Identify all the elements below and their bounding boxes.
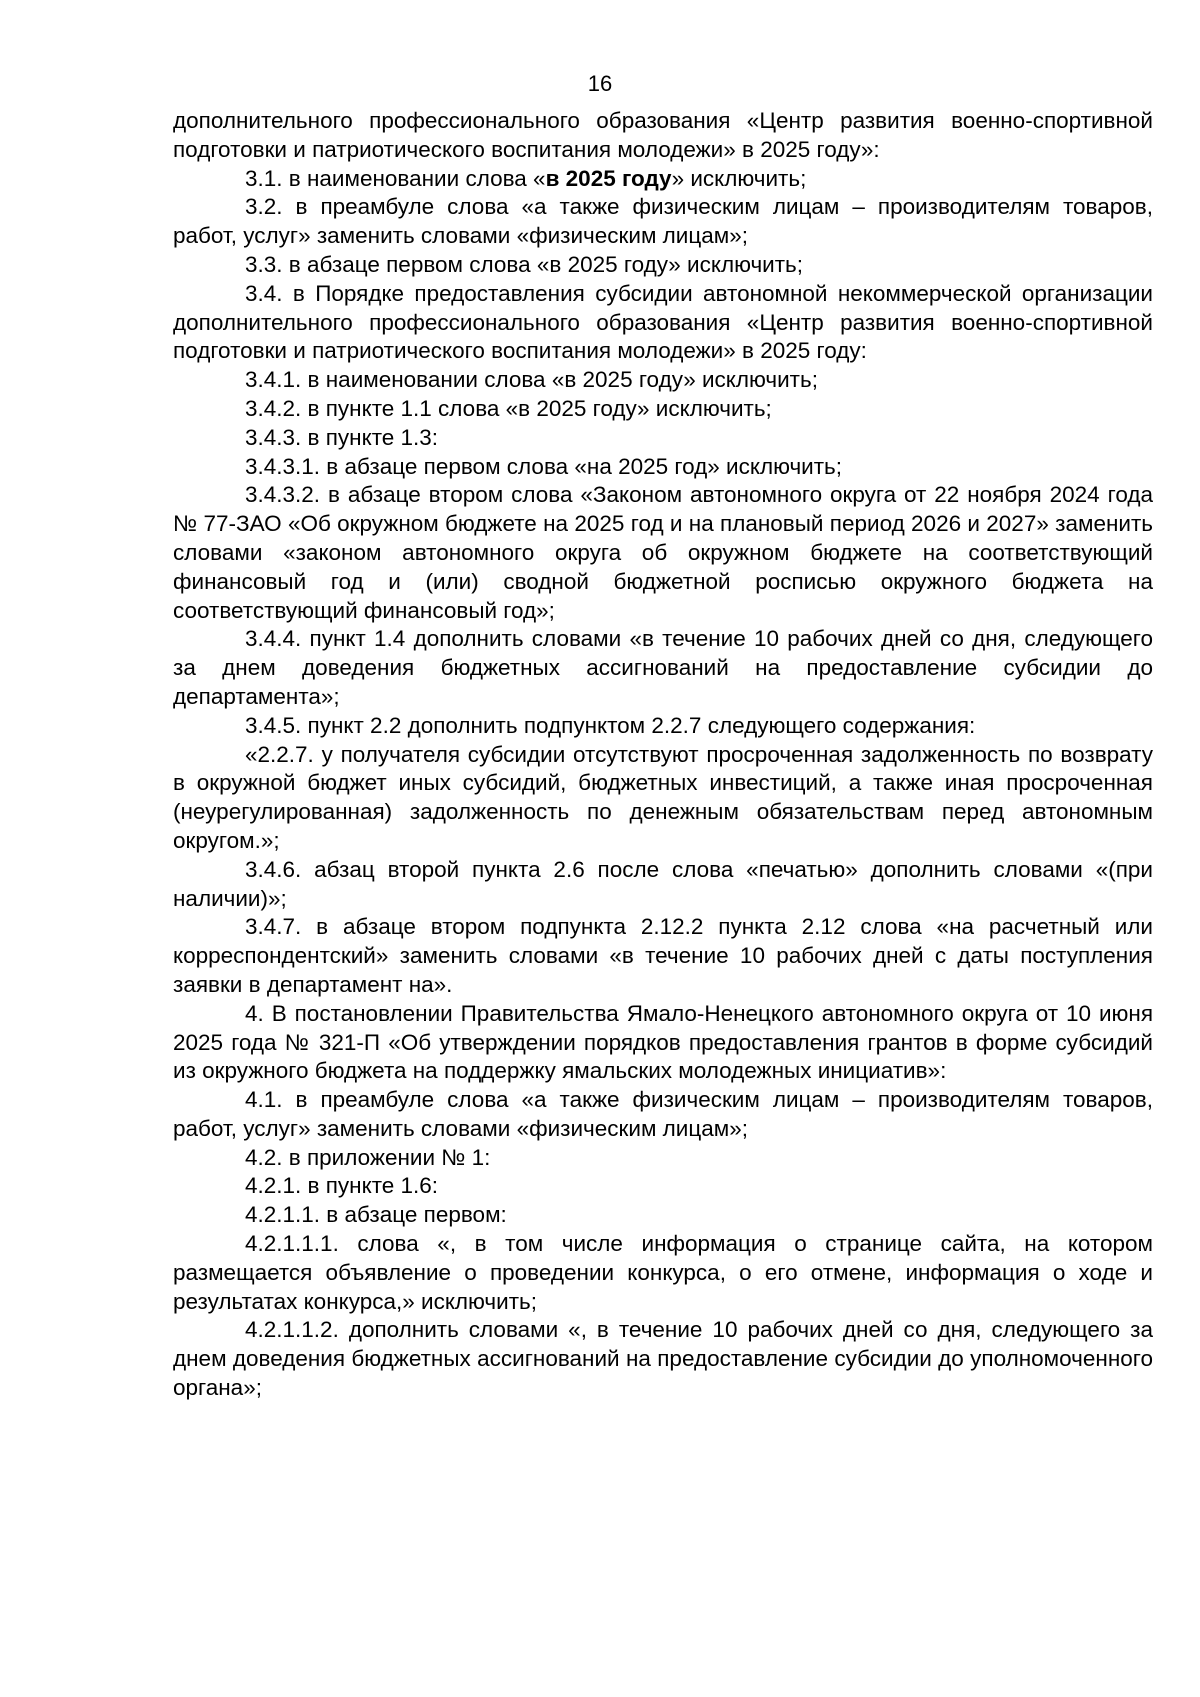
paragraph: дополнительного профессионального образования «Центр развития военно-спортивной подготовки и патриотического воспитания молодежи» в 2025 году»: xyxy=(173,108,1153,162)
paragraph-3-1-text-before: 3.1. в наименовании слова « xyxy=(245,165,546,191)
paragraph: 3.4.3.1. в абзаце первом слова «на 2025 год» исключить; xyxy=(245,453,843,479)
paragraph: 3.4.3. в пункте 1.3: xyxy=(245,424,439,450)
paragraph: 3.3. в абзаце первом слова «в 2025 году» исключить; xyxy=(245,251,804,277)
paragraph: 3.2. в преамбуле слова «а также физическим лицам – производителям товаров, работ, услуг» заменить словами «физическим лицам»; xyxy=(173,194,1153,249)
paragraph: 3.4.5. пункт 2.2 дополнить подпунктом 2.2.7 следующего содержания: xyxy=(245,712,976,738)
paragraph: 3.4.1. в наименовании слова «в 2025 году» исключить; xyxy=(245,367,818,393)
paragraph: 3.4.6. абзац второй пункта 2.6 после слова «печатью» дополнить словами «(при наличии)»; xyxy=(173,856,1153,911)
document-body xyxy=(173,107,1153,1403)
paragraph: «2.2.7. у получателя субсидии отсутствуют просроченная задолженность по возврату в окружной бюджет иных субсидий, бюджетных инвестиций, а также иная просроченная (неурегулированная) задолженность по денежным обязательствам перед автономным округом.»; xyxy=(173,741,1153,853)
paragraph: 4.2.1.1. в абзаце первом: xyxy=(245,1202,507,1228)
paragraph: 4.2.1.1.2. дополнить словами «, в течение 10 рабочих дней со дня, следующего за днем доведения бюджетных ассигнований на предоставление субсидии до уполномоченного органа»; xyxy=(173,1317,1153,1401)
paragraph: 3.4.4. пункт 1.4 дополнить словами «в течение 10 рабочих дней со дня, следующего за днем доведения бюджетных ассигнований на предоставление субсидии до департамента»; xyxy=(173,626,1153,709)
paragraph-3-1 xyxy=(173,165,1153,194)
paragraph: 3.4.3.2. в абзаце втором слова «Законом автономного округа от 22 ноября 2024 года № 77-ЗАО «Об окружном бюджете на 2025 год и на плановый период 2026 и 2027» заменить словами «законом автономного округа об окружном бюджете на соответствующий финансовый год и (или) сводной бюджетной росписью окружного бюджета на соответствующий финансовый год»; xyxy=(173,482,1153,623)
paragraph: 3.4. в Порядке предоставления субсидии автономной некоммерческой организации дополнительного профессионального образования «Центр развития военно-спортивной подготовки и патриотического воспитания молодежи» в 2025 году: xyxy=(173,280,1153,364)
paragraph: 4.2.1.1.1. слова «, в том числе информация о странице сайта, на котором размещается объявление о проведении конкурса, о его отмене, информация о ходе и результатах конкурса,» исключить; xyxy=(173,1231,1153,1314)
paragraph-3-1-text-after: » исключить; xyxy=(671,165,807,191)
paragraph-3-1-bold-text: в 2025 году xyxy=(545,165,672,191)
paragraph: 4.2.1. в пункте 1.6: xyxy=(245,1173,439,1199)
paragraph: 4.1. в преамбуле слова «а также физическим лицам – производителям товаров, работ, услуг» заменить словами «физическим лицам»; xyxy=(173,1087,1153,1141)
paragraph: 4. В постановлении Правительства Ямало-Ненецкого автономного округа от 10 июня 2025 года № 321-П «Об утверждении порядков предоставления грантов в форме субсидий из окружного бюджета на поддержку ямальских молодежных инициатив»: xyxy=(173,1000,1153,1084)
paragraph: 3.4.7. в абзаце втором подпункта 2.12.2 пункта 2.12 слова «на расчетный или корреспондентский» заменить словами «в течение 10 рабочих дней с даты поступления заявки в департамент на». xyxy=(173,914,1153,997)
paragraph: 4.2. в приложении № 1: xyxy=(245,1144,491,1170)
page-number: 16 xyxy=(587,71,613,96)
paragraph: 3.4.2. в пункте 1.1 слова «в 2025 году» исключить; xyxy=(245,395,772,421)
